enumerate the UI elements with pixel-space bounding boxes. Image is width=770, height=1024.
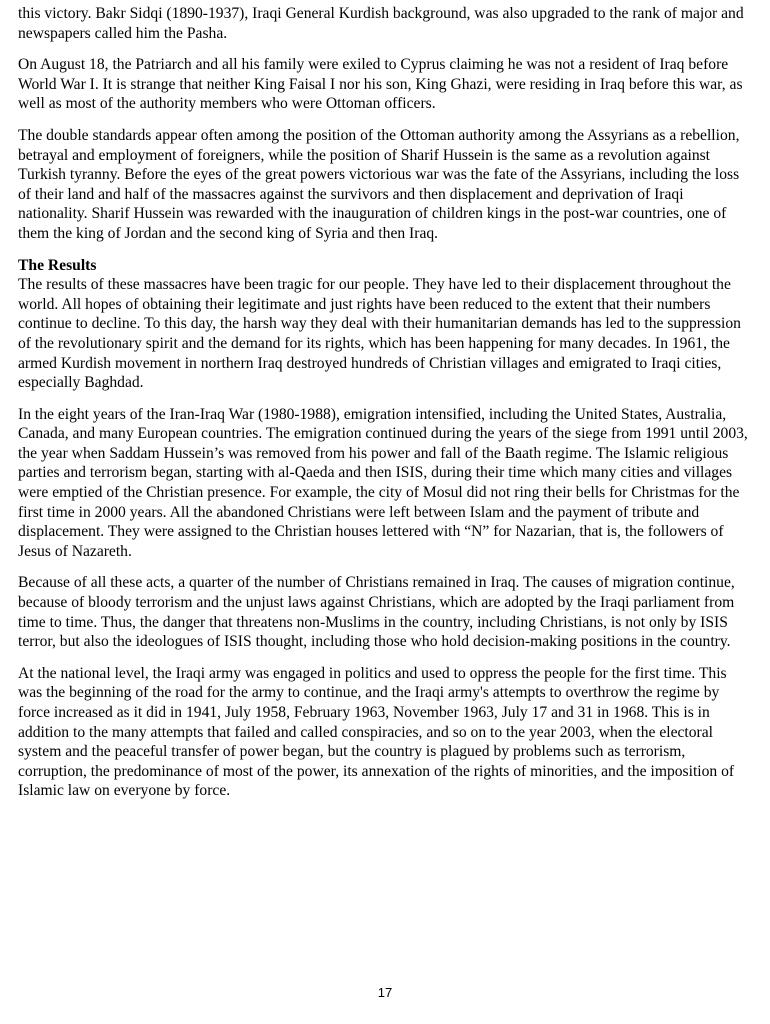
body-text	[18, 4, 750, 813]
paragraph-quarter-remained: Because of all these acts, a quarter of the number of Christians remained in Iraq. The causes of migration continue, because of bloody terrorism and the unjust laws against Christians, which are adopted by the Iraqi parliament from time to time. Thus, the danger that threatens non-Muslims in the country, including Christians, is not only by ISIS terror, but also the ideologues of ISIS thought, including those who hold decision-making positions in the country.	[18, 574, 735, 651]
paragraph-results-tragic: The results of these massacres have been tragic for our people. They have led to their displacement throughout the world. All hopes of obtaining their legitimate and just rights have been reduced to the extent that their numbers continue to decline. To this day, the harsh way they deal with their humanitarian demands has led to the suppression of the revolutionary spirit and the demand for its rights, which has been happening for many decades. In 1961, the armed Kurdish movement in northern Iraq destroyed hundreds of Christian villages and emigrated to Iraqi cities, especially Baghdad.	[18, 276, 741, 392]
paragraph-double-standards: The double standards appear often among the position of the Ottoman authority among the Assyrians as a rebellion, betrayal and employment of foreigners, while the position of Sharif Hussein is the same as a revolution against Turkish tyranny. Before the eyes of the great powers victorious war was the fate of the Assyrians, including the loss of their land and half of the massacres against the survivors and then displacement and deprivation of Iraqi nationality. Sharif Hussein was rewarded with the inauguration of children kings in the post-war countries, one of them the king of Jordan and the second king of Syria and then Iraq.	[18, 126, 740, 242]
page-number: 17	[377, 985, 393, 1000]
paragraph-national-level: At the national level, the Iraqi army was engaged in politics and used to oppress the people for the first time. This was the beginning of the road for the army to continue, and the Iraqi army's attempts to overthrow the regime by force increased as it did in 1941, July 1958, February 1963, November 1963, July 17 and 31 in 1968. This is in addition to the many attempts that failed and called conspiracies, and so on to the year 2003, when the electoral system and the peaceful transfer of power began, but the country is plagued by problems such as terrorism, corruption, the predominance of most of the power, its annexation of the rights of minorities, and the imposition of Islamic law on everyone by force.	[18, 664, 735, 800]
paragraph-bakr-sidqi: this victory. Bakr Sidqi (1890-1937), Iraqi General Kurdish background, was also upgraded to the rank of major and newspapers called him the Pasha.	[18, 5, 744, 42]
paragraph-iran-iraq-war: In the eight years of the Iran-Iraq War (1980-1988), emigration intensified, including the United States, Australia, Canada, and many European countries. The emigration continued during the years of the siege from 1991 until 2003, the year when Saddam Hussein’s was removed from his power and fall of the Baath regime. The Islamic religious parties and terrorism began, starting with al-Qaeda and then ISIS, during their time which many cities and villages were emptied of the Christian presence. For example, the city of Mosul did not ring their bells for Christmas for the first time in 2000 years. All the abandoned Christians were left between Islam and the payment of tribute and displacement. They were assigned to the Christian houses lettered with “N” for Nazarian, that is, the followers of Jesus of Nazareth.	[18, 405, 748, 560]
paragraph-patriarch-exile: On August 18, the Patriarch and all his family were exiled to Cyprus claiming he was not a resident of Iraq before World War I. It is strange that neither King Faisal I nor his son, King Ghazi, were residing in Iraq before this war, as well as most of the authority members who were Ottoman officers.	[18, 56, 743, 113]
section-heading-results: The Results	[18, 256, 97, 274]
